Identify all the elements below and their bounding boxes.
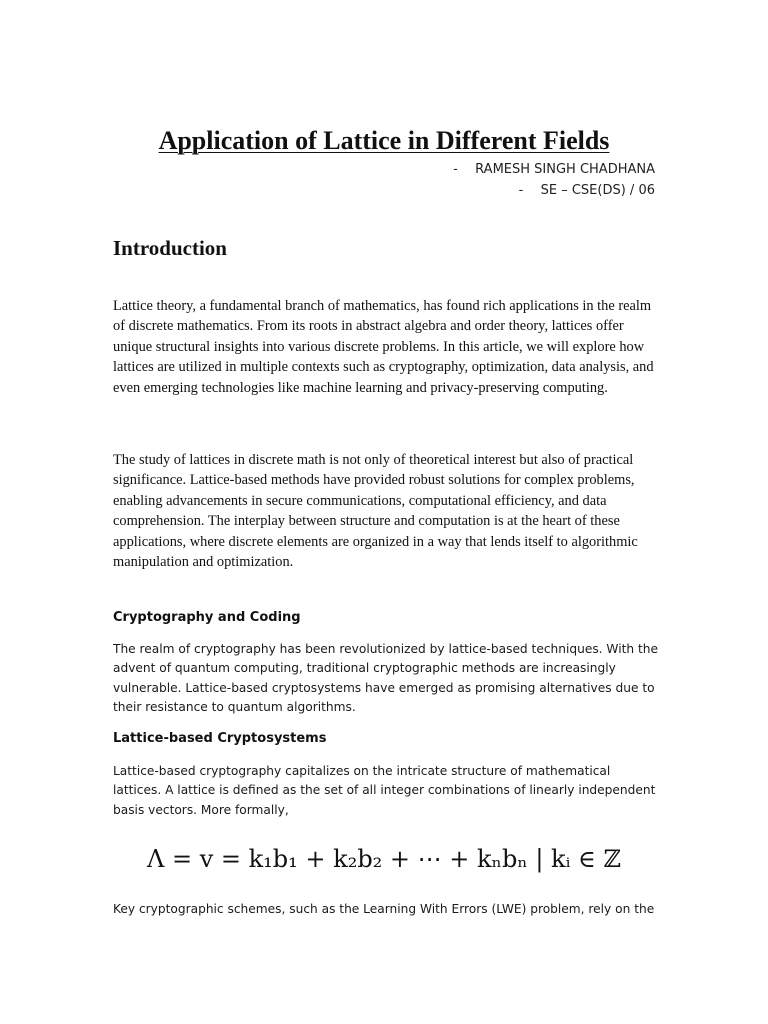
author-name: RAMESH SINGH CHADHANA — [475, 162, 655, 177]
cryptography-paragraph: The realm of cryptography has been revolutionized by lattice-based techniques. With the advent of quantum computing, traditional cryptographic methods are increasingly vulnerable. Lattice-based cryptosystems have emerged as promising alternatives due to their resistance to quantum algorithms. — [113, 642, 658, 715]
cryptosystems-paragraph: Lattice-based cryptography capitalizes on the intricate structure of mathematical lattices. A lattice is defined as the set of all integer combinations of linearly independent basis vectors. More formally, — [113, 764, 656, 817]
cryptosystems-heading: Lattice-based Cryptosystems — [113, 731, 327, 746]
document-title — [0, 124, 768, 158]
introduction-heading: Introduction — [113, 236, 227, 260]
intro-paragraph-2: The study of lattices in discrete math is not only of theoretical interest but also of practical significance. Lattice-based methods have provided robust solutions for complex problems, enabling advancements in secure communications, computational efficiency, and data comprehension. The interplay between structure and computation is at the heart of these applications, where discrete elements are organized in a way that lends itself to algorithmic manipulation and optimization. — [113, 452, 638, 571]
document-title-text: Application of Lattice in Different Fields — [158, 126, 610, 155]
author-dash: - — [518, 183, 524, 198]
lattice-equation: Λ = v = k₁b₁ + k₂b₂ + ⋯ + kₙbₙ | kᵢ ∈ ℤ — [147, 845, 621, 873]
author-class-line — [519, 181, 655, 201]
intro-paragraph-1: Lattice theory, a fundamental branch of mathematics, has found rich applications in the realm of discrete mathematics. From its roots in abstract algebra and order theory, lattices offer unique structural insights into various discrete problems. In this article, we will explore how lattices are utilized in multiple contexts such as cryptography, optimization, data analysis, and even emerging technologies like machine learning and privacy-preserving computing. — [113, 298, 654, 396]
author-name-line — [453, 160, 655, 180]
author-class: SE – CSE(DS) / 06 — [540, 183, 655, 198]
author-dash: - — [453, 162, 458, 177]
lwe-paragraph-start: Key cryptographic schemes, such as the Learning With Errors (LWE) problem, rely on the — [113, 902, 655, 916]
cryptography-heading: Cryptography and Coding — [113, 610, 301, 625]
